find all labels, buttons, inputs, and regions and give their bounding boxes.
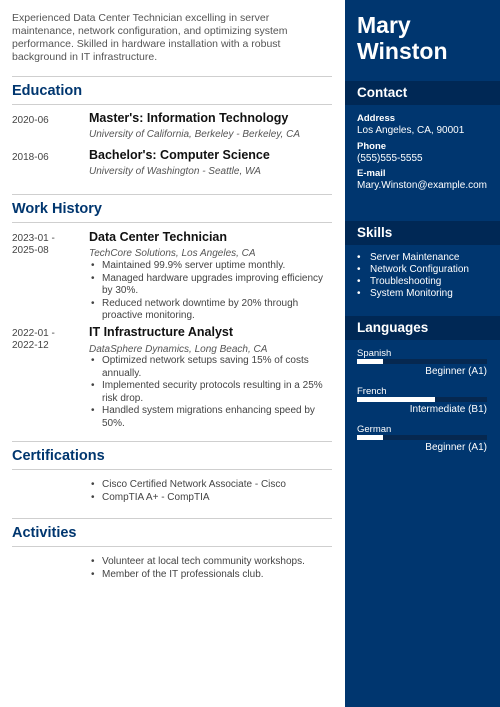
last-name: Winston	[357, 38, 448, 64]
education-date: 2020-06	[12, 115, 49, 126]
job-date-end: 2022-12	[12, 340, 49, 351]
language-level-bar	[357, 359, 487, 364]
skills-list	[357, 252, 469, 300]
divider	[12, 441, 332, 442]
language-level-fill	[357, 435, 383, 440]
email-value: Mary.Winston@example.com	[357, 180, 487, 191]
list-item: • Maintained 99.9% server uptime monthly.	[89, 260, 325, 273]
list-item: • CompTIA A+ - CompTIA	[89, 492, 329, 505]
activities-list	[89, 556, 329, 581]
skills-heading-bar	[345, 221, 500, 245]
list-item: • Managed hardware upgrades improving efficiency by 30%.	[89, 273, 325, 298]
divider	[12, 194, 332, 195]
divider	[12, 104, 332, 105]
languages-heading: Languages	[357, 320, 429, 335]
language-level: Beginner (A1)	[425, 366, 487, 377]
job-company: DataSphere Dynamics, Long Beach, CA	[89, 344, 268, 355]
education-school: University of California, Berkeley - Berkeley, CA	[89, 129, 300, 140]
divider	[12, 222, 332, 223]
language-name: French	[357, 386, 387, 397]
language-level-fill	[357, 397, 435, 402]
email-label: E-mail	[357, 168, 386, 179]
list-item: • Member of the IT professionals club.	[89, 569, 329, 582]
list-item: • Network Configuration	[357, 264, 469, 276]
language-name: Spanish	[357, 348, 392, 359]
job-date-start: 2023-01 -	[12, 233, 55, 244]
list-item: • Troubleshooting	[357, 276, 469, 288]
address-value: Los Angeles, CA, 90001	[357, 125, 465, 136]
list-item: • Optimized network setups saving 15% of costs annually.	[89, 355, 335, 380]
languages-heading-bar	[345, 316, 500, 340]
education-degree: Master's: Information Technology	[89, 111, 289, 125]
language-level: Beginner (A1)	[425, 442, 487, 453]
education-date: 2018-06	[12, 152, 49, 163]
contact-heading-bar	[345, 81, 500, 105]
language-level-fill	[357, 359, 383, 364]
certifications-heading: Certifications	[12, 448, 105, 464]
certifications-list	[89, 479, 329, 504]
job-date-end: 2025-08	[12, 245, 49, 256]
language-level-bar	[357, 435, 487, 440]
list-item: • Volunteer at local tech community workshops.	[89, 556, 329, 569]
activities-heading: Activities	[12, 525, 77, 541]
divider	[12, 76, 332, 77]
education-heading: Education	[12, 83, 83, 99]
language-name: German	[357, 424, 392, 435]
language-level-bar	[357, 397, 487, 402]
job-title: IT Infrastructure Analyst	[89, 325, 234, 339]
list-item: • Server Maintenance	[357, 252, 469, 264]
list-item: • Implemented security protocols resulting in a 25% risk drop.	[89, 380, 335, 405]
candidate-name	[357, 12, 497, 64]
contact-heading: Contact	[357, 85, 408, 100]
job-date-start: 2022-01 -	[12, 328, 55, 339]
first-name: Mary	[357, 12, 411, 38]
job-title: Data Center Technician	[89, 230, 228, 244]
professional-summary: Experienced Data Center Technician excelling in server maintenance, network configuration, and optimizing system performance. Skilled in hardware installation with a robust background in IT infrastructure.	[12, 12, 288, 63]
list-item: • Cisco Certified Network Associate - Cisco	[89, 479, 329, 492]
language-level: Intermediate (B1)	[409, 404, 487, 415]
job-bullets	[89, 355, 335, 430]
education-school: University of Washington - Seattle, WA	[89, 166, 261, 177]
phone-label: Phone	[357, 141, 387, 152]
list-item: • Reduced network downtime by 20% through proactive monitoring.	[89, 298, 325, 323]
list-item: • System Monitoring	[357, 288, 469, 300]
job-company: TechCore Solutions, Los Angeles, CA	[89, 248, 256, 259]
list-item: • Handled system migrations enhancing speed by 50%.	[89, 405, 335, 430]
divider	[12, 546, 332, 547]
address-label: Address	[357, 113, 396, 124]
work-history-heading: Work History	[12, 201, 102, 217]
phone-value: (555)555-5555	[357, 153, 423, 164]
job-bullets	[89, 260, 325, 323]
skills-heading: Skills	[357, 225, 393, 240]
divider	[12, 469, 332, 470]
education-degree: Bachelor's: Computer Science	[89, 148, 270, 162]
divider	[12, 518, 332, 519]
